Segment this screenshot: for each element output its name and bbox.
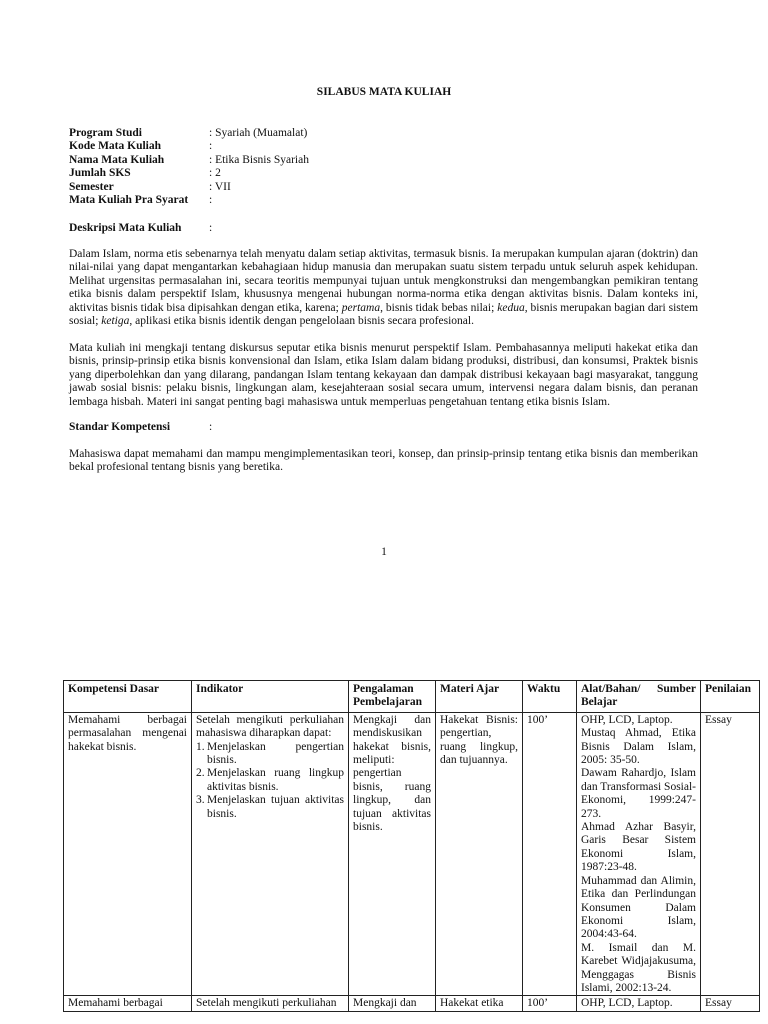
cell-pengalaman-pembelajaran: Mengkaji dan mendiskusikan hakekat bisnis, meliputi: pengertian bisnis, ruang lingkup, dan tujuan aktivitas bisnis. [349,712,436,996]
cell-indikator [192,712,349,996]
meta-value: : [209,193,213,206]
list-item [196,767,344,794]
cell-materi-ajar: Hakekat Bisnis: pengertian, ruang lingkup, dan tujuannya. [436,712,523,996]
cell-alat-bahan [577,996,701,1011]
italic-term-kedua: kedua [497,301,525,314]
meta-label: Program Studi [69,127,142,139]
syllabus-table [63,680,760,1012]
source-item: Mustaq Ahmad, Etika Bisnis Dalam Islam, 2005: 35-50. [581,727,696,767]
source-item: OHP, LCD, Laptop. [581,713,673,726]
indikator-intro: Setelah mengikuti perkuliahan mahasiswa diharapkan dapat: [196,713,344,740]
meta-label: Nama Mata Kuliah [69,153,165,166]
list-item [196,794,344,821]
header-pengalaman-pembelajaran: Pengalaman Pembelajaran [349,681,436,713]
standar-heading [69,421,213,434]
meta-row-sks [69,167,309,180]
source-item: Ahmad Azhar Basyir, Garis Besar Sistem Ekonomi Islam, 1987:23-48. [581,821,696,874]
cell-penilaian: Essay [701,712,760,996]
page-title: SILABUS MATA KULIAH [316,86,452,98]
cell-materi-ajar: Hakekat etika [436,996,523,1011]
deskripsi-paragraph-2: Mata kuliah ini mengkaji tentang diskursus seputar etika bisnis menurut perspektif Islam. Pembahasannya meliputi hakekat etika dan bisnis, prinsip-prinsip etika bisnis konvensional dan Islam, etika Islam dalam bidang produksi, distribusi, dan konsumsi, Praktek bisnis yang diperbolehkan dan yang dilarang, pandangan Islam tentang kekayaan dan dampak distribusi kekayaan bagi masyarakat, tanggung jawab sosial bisnis: pelaku bisnis, lingkungan alam, kesejahteraan sosial secara umum, intervensi negara dalam bisnis, dan peranan lembaga hisbah. Materi ini sangat penting bagi mahasiswa untuk memperluas pengetahuan tentang etika bisnis Islam. [69,342,698,408]
table-row [64,712,760,996]
source-item: M. Ismail dan M. Karebet Widjajakusuma, Menggagas Bisnis Islami, 2002:13-24. [581,941,696,994]
meta-row-nama [69,154,309,167]
list-number: 1. [196,740,205,753]
standar-heading-colon: : [209,421,213,433]
cell-penilaian: Essay [701,996,760,1011]
page-number: 1 [381,546,387,558]
header-indikator: Indikator [192,681,349,713]
text-run: , bisnis tidak bebas nilai; [380,301,498,314]
meta-value: : [209,140,213,153]
list-text: Menjelaskan pengertian bisnis. [207,740,344,767]
text-run: , bisnis merupakan bagian dari sistem sosial; [69,301,699,328]
list-number: 3. [196,794,205,807]
course-info [69,127,309,207]
text-run: , aplikasi etika bisnis identik dengan pengelolaan bisnis secara profesional. [129,315,474,328]
meta-value: : VII [209,180,231,193]
cell-kompetensi-dasar: Memahami berbagai permasalahan mengenai hakekat bisnis. [64,712,192,996]
meta-value: : Etika Bisnis Syariah [209,153,309,166]
table-row [64,996,760,1011]
header-materi-ajar: Materi Ajar [436,681,523,713]
meta-label: Jumlah SKS [69,167,131,180]
deskripsi-heading [69,222,213,235]
list-text: Menjelaskan ruang lingkup aktivitas bisnis. [207,767,344,793]
list-text: Menjelaskan tujuan aktivitas bisnis. [207,794,344,820]
list-item [196,741,344,768]
deskripsi-heading-colon: : [209,222,213,234]
cell-waktu: 100’ [523,712,577,996]
meta-row-program [69,127,309,140]
source-item: Dawam Rahardjo, Islam dan Transformasi Sosial-Ekonomi, 1999:247-273. [581,767,696,820]
meta-label: Kode Mata Kuliah [69,140,162,153]
meta-row-prasyarat [69,194,309,207]
meta-label: Semester [69,180,114,193]
standar-heading-label: Standar Kompetensi [69,421,171,433]
indikator-list [196,741,344,821]
deskripsi-paragraph-1 [69,248,698,328]
source-item: Muhammad dan Alimin, Etika dan Perlindungan Konsumen Dalam Ekonomi Islam, 2004:43-64. [581,874,696,941]
cell-alat-bahan [577,712,701,996]
standar-paragraph: Mahasiswa dapat memahami dan mampu mengimplementasikan teori, konsep, dan prinsip-prinsip tentang etika bisnis dan memberikan bekal profesional tentang bisnis yang beretika. [69,448,698,474]
meta-row-semester [69,181,309,194]
meta-row-kode [69,140,309,153]
cell-kompetensi-dasar: Memahami berbagai [64,996,192,1011]
header-alat-bahan: Alat/Bahan/ Sumber Belajar [577,681,701,713]
source-item: OHP, LCD, Laptop. [581,997,673,1010]
text-run: Dalam Islam, norma etis sebenarnya telah menyatu dalam setiap aktivitas, termasuk bisnis. Ia merupakan kumpulan ajaran (doktrin) dan nilai-nilai yang dapat mengantarkan kebahagiaan hidup manusia dan merupakan suatu sistem terpadu untuk seluruh aspek kehidupan. Melihat urgensitas permasalahan ini, secara teoritis mempunyai tujuan untuk mengkonstruksi dan mengembangkan pemikiran tentang etika bisnis dalam perspektif Islam, khususnya mengenai hubungan norma-norma etika dengan aktivitas bisnis. Dalam konteks ini, aktivitas bisnis tidak bisa dipisahkan dengan etika, karena; [69,248,698,314]
italic-term-ketiga: ketiga [101,315,130,328]
cell-waktu: 100’ [523,996,577,1011]
meta-label: Mata Kuliah Pra Syarat [69,193,189,206]
italic-term-pertama: pertama [341,301,381,314]
cell-indikator: Setelah mengikuti perkuliahan [192,996,349,1011]
list-number: 2. [196,767,205,780]
meta-value: : 2 [209,167,221,180]
header-kompetensi-dasar: Kompetensi Dasar [64,681,192,713]
meta-value: : Syariah (Muamalat) [209,127,308,139]
cell-pengalaman-pembelajaran: Mengkaji dan [349,996,436,1011]
header-penilaian: Penilaian [701,681,760,713]
deskripsi-heading-label: Deskripsi Mata Kuliah [69,222,182,234]
table-header-row [64,681,760,713]
header-waktu: Waktu [523,681,577,713]
